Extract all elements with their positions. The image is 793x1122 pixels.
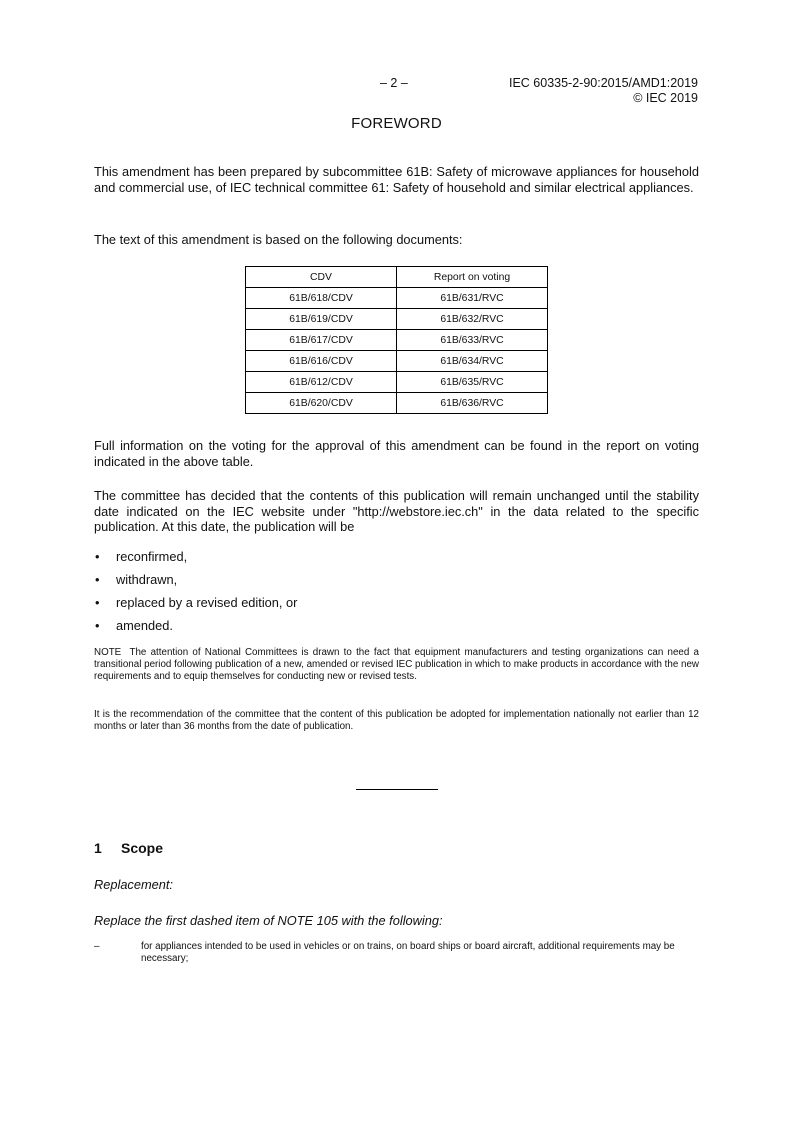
based-on-paragraph: The text of this amendment is based on the following documents: bbox=[94, 232, 463, 247]
rvc-cell: 61B/635/RVC bbox=[397, 372, 548, 393]
rvc-cell: 61B/636/RVC bbox=[397, 393, 548, 414]
standard-reference: IEC 60335-2-90:2015/AMD1:2019 bbox=[508, 76, 698, 90]
rvc-cell: 61B/632/RVC bbox=[397, 309, 548, 330]
replacement-instruction: Replace the first dashed item of NOTE 105 with the following: bbox=[94, 913, 443, 928]
rvc-cell: 61B/634/RVC bbox=[397, 351, 548, 372]
column-header-cdv: CDV bbox=[246, 267, 397, 288]
cdv-cell: 61B/616/CDV bbox=[246, 351, 397, 372]
recommendation-paragraph: It is the recommendation of the committee that the content of this publication be adopted for implementation nationally not earlier than 12 months or later than 36 months from the date of publication. bbox=[94, 709, 699, 732]
page-title: FOREWORD bbox=[351, 115, 442, 132]
bullet-icon: • bbox=[95, 595, 100, 610]
bullet-icon: • bbox=[95, 618, 100, 633]
rvc-cell: 61B/633/RVC bbox=[397, 330, 548, 351]
outcome-list bbox=[94, 549, 699, 641]
bullet-icon: • bbox=[95, 572, 100, 587]
list-item-text: amended. bbox=[116, 618, 173, 633]
dash-icon: – bbox=[94, 941, 100, 952]
stability-paragraph: The committee has decided that the contents of this publication will remain unchanged until the stability date indicated on the IEC website under "http://webstore.iec.ch" in the data related to the specific publication. At this date, the publication will be bbox=[94, 488, 699, 534]
section-number: 1 bbox=[94, 840, 102, 856]
table-row bbox=[246, 351, 548, 372]
replacement-label: Replacement: bbox=[94, 877, 173, 892]
rvc-cell: 61B/631/RVC bbox=[397, 288, 548, 309]
intro-paragraph: This amendment has been prepared by subcommittee 61B: Safety of microwave appliances for household and commercial use, of IEC technical committee 61: Safety of household and similar electrical appliances. bbox=[94, 164, 699, 195]
list-item-text: reconfirmed, bbox=[116, 549, 188, 564]
cdv-cell: 61B/618/CDV bbox=[246, 288, 397, 309]
section-heading-scope bbox=[94, 840, 163, 856]
table-row bbox=[246, 288, 548, 309]
document-reference bbox=[509, 76, 698, 106]
list-item bbox=[94, 595, 699, 618]
cdv-cell: 61B/620/CDV bbox=[246, 393, 397, 414]
table-row bbox=[246, 309, 548, 330]
list-item bbox=[94, 549, 699, 572]
cdv-cell: 61B/612/CDV bbox=[246, 372, 397, 393]
table-row bbox=[246, 372, 548, 393]
section-divider bbox=[356, 789, 438, 790]
cdv-cell: 61B/619/CDV bbox=[246, 309, 397, 330]
table-row bbox=[246, 393, 548, 414]
dashed-item-text: for appliances intended to be used in vehicles or on trains, on board ships or board aircraft, additional requirements may be necessary; bbox=[141, 941, 675, 964]
bullet-icon: • bbox=[95, 549, 100, 564]
cdv-cell: 61B/617/CDV bbox=[246, 330, 397, 351]
copyright-notice: © IEC 2019 bbox=[633, 91, 698, 105]
section-title: Scope bbox=[121, 840, 164, 856]
full-info-paragraph: Full information on the voting for the approval of this amendment can be found in the report on voting indicated in the above table. bbox=[94, 438, 699, 469]
list-item-text: withdrawn, bbox=[116, 572, 178, 587]
note-paragraph: NOTE The attention of National Committees is drawn to the fact that equipment manufacturers and testing organizations can need a transitional period following publication of a new, amended or revised IEC publication in which to make products in accordance with the new requirements and to equip themselves for conducting new or revised tests. bbox=[94, 647, 702, 682]
table-row bbox=[246, 330, 548, 351]
column-header-report-on-voting: Report on voting bbox=[397, 267, 548, 288]
documents-table bbox=[245, 266, 548, 414]
table-header-row bbox=[246, 267, 548, 288]
list-item bbox=[94, 572, 699, 595]
list-item-text: replaced by a revised edition, or bbox=[116, 595, 298, 610]
list-item bbox=[94, 618, 699, 641]
page-number: – 2 – bbox=[380, 76, 408, 90]
